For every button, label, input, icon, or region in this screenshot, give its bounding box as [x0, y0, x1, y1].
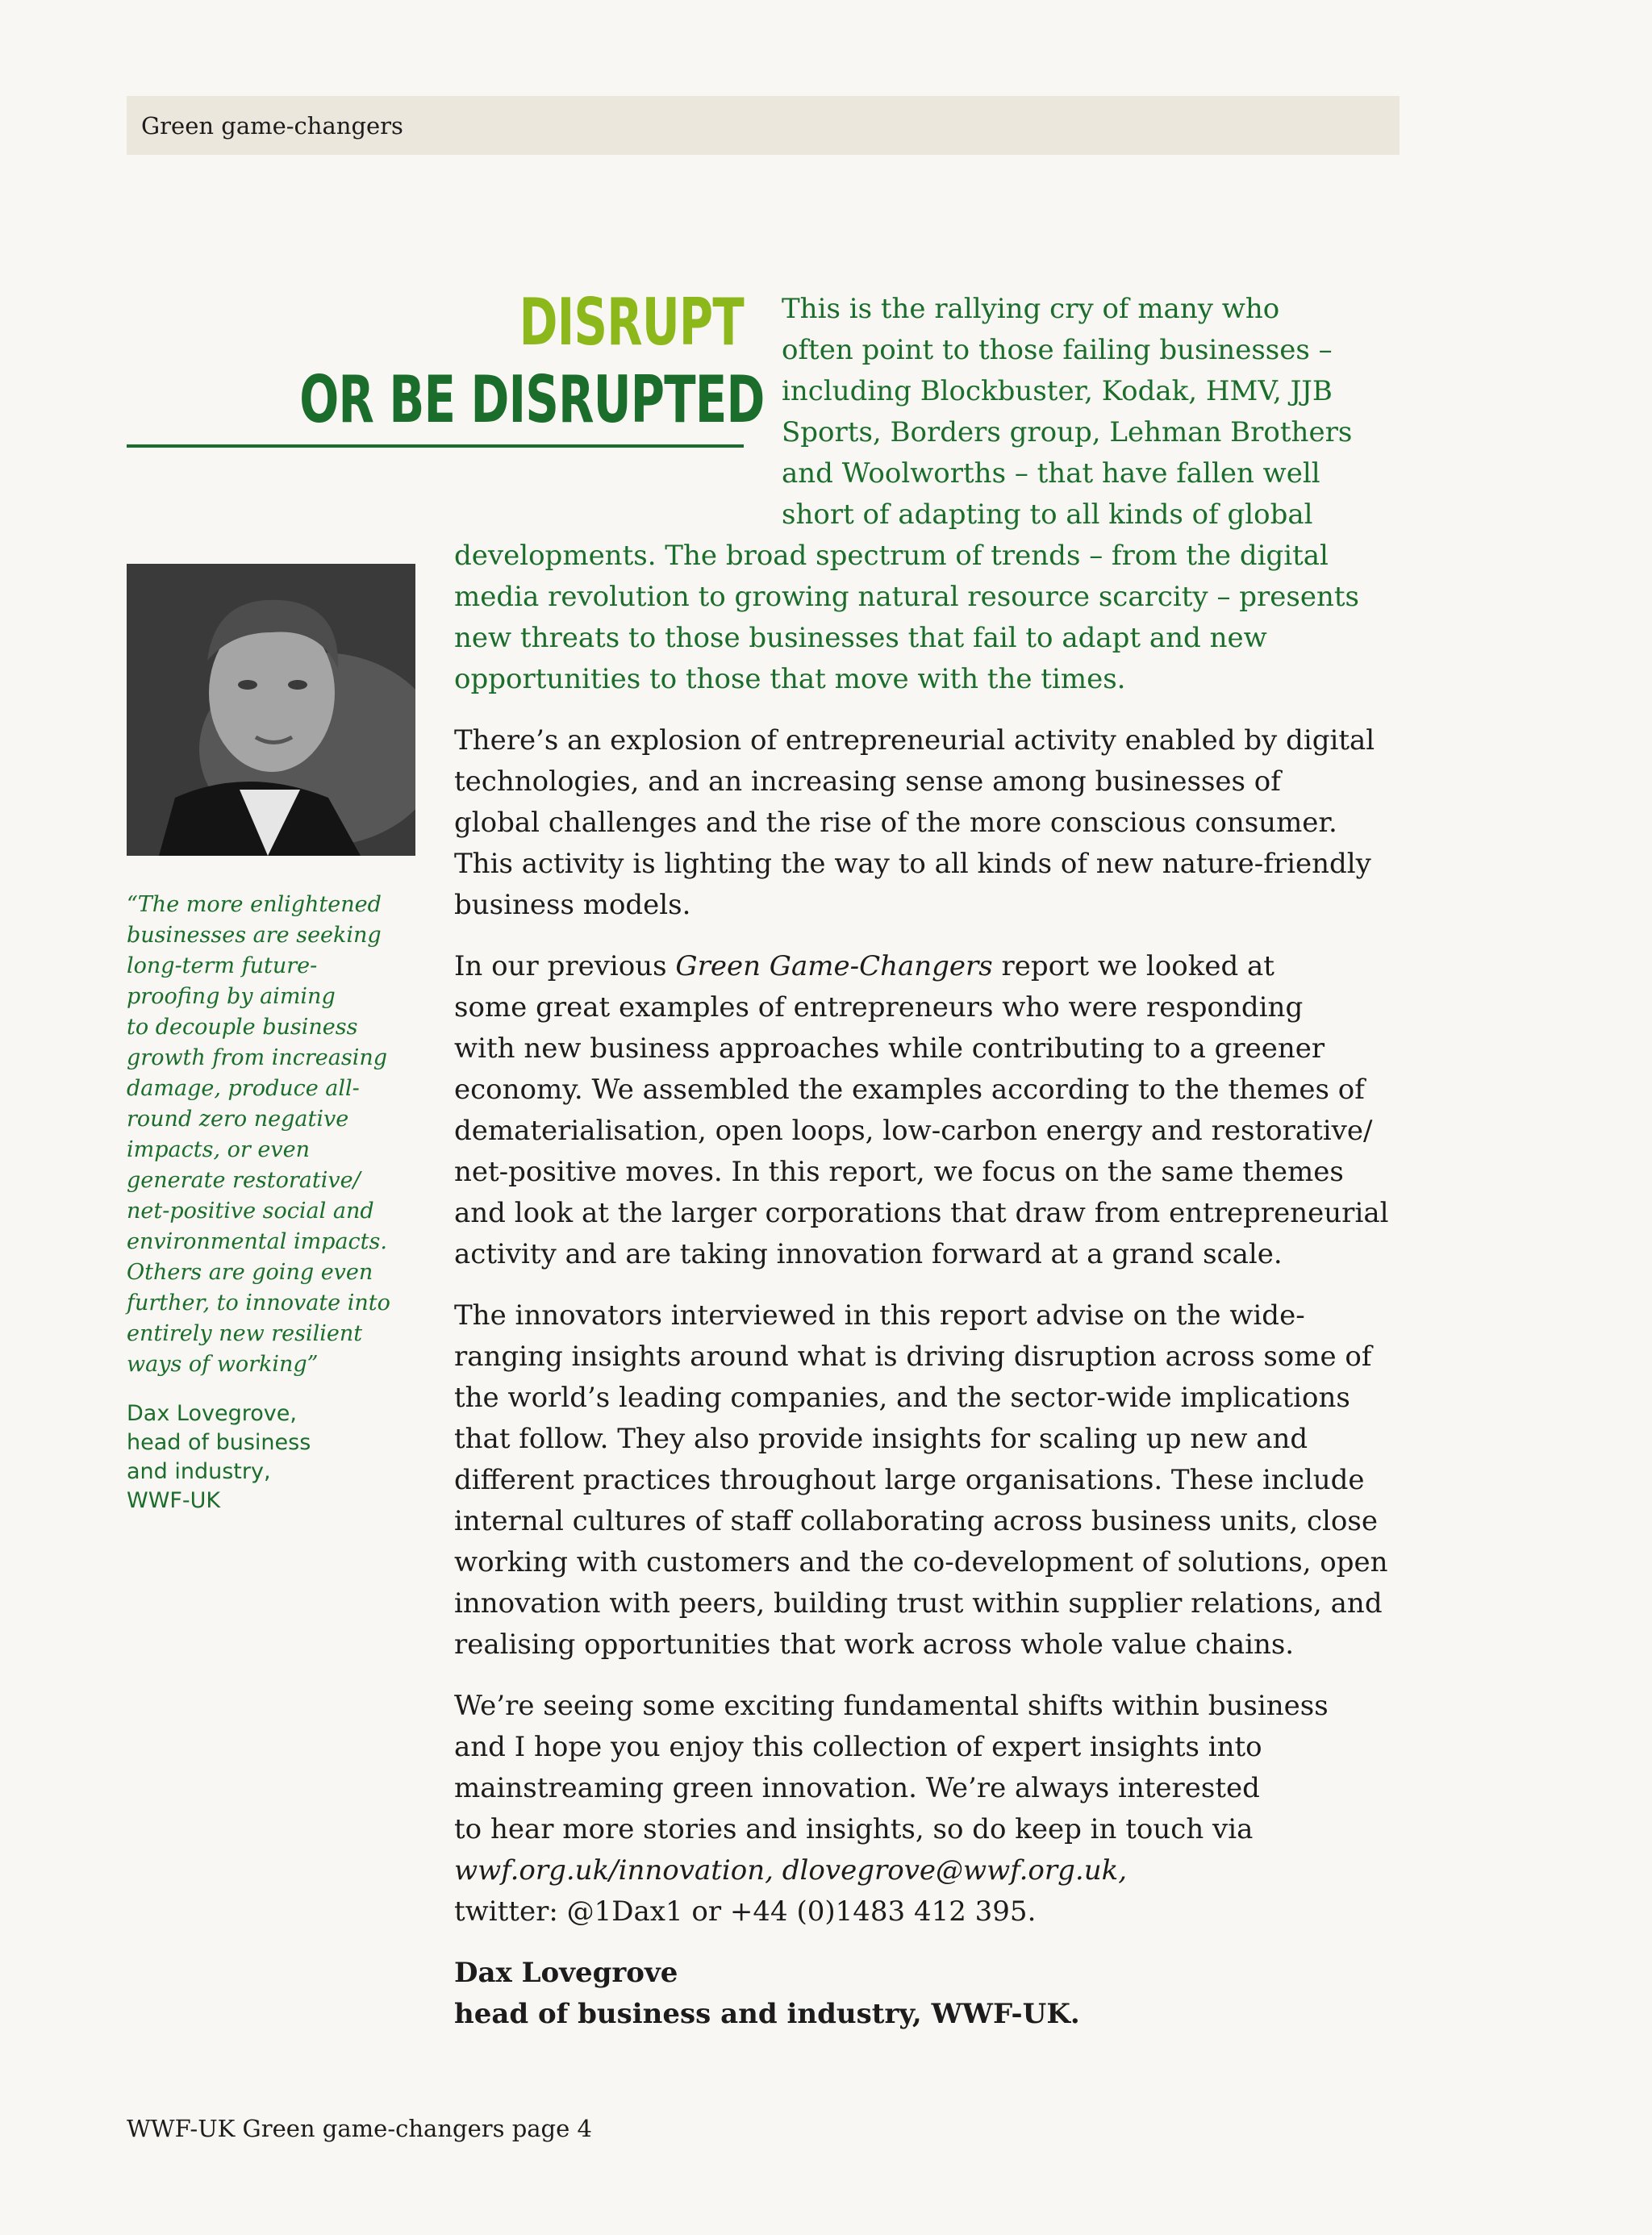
- body-line: ranging insights around what is driving disruption across some of: [454, 1341, 1372, 1373]
- body-line: realising opportunities that work across whole value chains.: [454, 1628, 1295, 1661]
- quote-line: Others are going even: [127, 1260, 373, 1285]
- body-line: innovation with peers, building trust within supplier relations, and: [454, 1587, 1383, 1620]
- portrait-image: [127, 564, 415, 856]
- body-line: global challenges and the rise of the more conscious consumer.: [454, 807, 1337, 839]
- intro-line: often point to those failing businesses –: [782, 334, 1333, 366]
- quote-line: round zero negative: [127, 1107, 349, 1132]
- signature-name: Dax Lovegrove: [454, 1957, 678, 1989]
- body-text: [454, 720, 1406, 2055]
- paragraph-4: [454, 1686, 1406, 1933]
- body-line: business models.: [454, 889, 691, 921]
- signature: [454, 1953, 1406, 2035]
- attribution-line: and industry,: [127, 1459, 271, 1484]
- quote-line: net-positive social and: [127, 1199, 374, 1224]
- body-line: This activity is lighting the way to all kinds of new nature-friendly: [454, 848, 1371, 880]
- report-title: Green Game-Changers: [675, 950, 993, 982]
- contact-line: twitter: @1Dax1 or +44 (0)1483 412 395.: [454, 1895, 1037, 1928]
- quote-line: ways of working”: [127, 1352, 319, 1377]
- title-line-1: DISRUPT: [519, 285, 744, 360]
- quote-line: long-term future-: [127, 953, 318, 978]
- intro-paragraph: [454, 289, 1406, 700]
- text-run: In our previous: [454, 950, 676, 982]
- intro-line: short of adapting to all kinds of global: [782, 498, 1313, 531]
- body-line: activity and are taking innovation forward at a grand scale.: [454, 1238, 1283, 1270]
- attribution-line: head of business: [127, 1430, 311, 1455]
- pull-quote: [127, 890, 425, 1380]
- body-line: mainstreaming green innovation. We’re always interested: [454, 1772, 1260, 1804]
- body-line: and I hope you enjoy this collection of expert insights into: [454, 1731, 1262, 1763]
- body-line: [454, 946, 1406, 987]
- intro-line: media revolution to growing natural resource scarcity – presents: [454, 581, 1359, 613]
- body-line: net-positive moves. In this report, we focus on the same themes: [454, 1156, 1344, 1188]
- signature-role: head of business and industry, WWF-UK.: [454, 1998, 1080, 2030]
- portrait-photo: [127, 564, 415, 856]
- body-line: different practices throughout large organisations. These include: [454, 1464, 1365, 1496]
- attribution-line: Dax Lovegrove,: [127, 1401, 297, 1426]
- body-line: and look at the larger corporations that draw from entrepreneurial: [454, 1197, 1389, 1229]
- body-line: economy. We assembled the examples according to the themes of: [454, 1074, 1365, 1106]
- body-line: There’s an explosion of entrepreneurial activity enabled by digital: [454, 724, 1375, 757]
- title-line-2: OR BE DISRUPTED: [299, 362, 765, 437]
- intro-line: developments. The broad spectrum of trends – from the digital: [454, 540, 1329, 572]
- attribution-line: WWF-UK: [127, 1488, 221, 1513]
- quote-line: to decouple business: [127, 1015, 358, 1040]
- quote-line: growth from increasing: [127, 1045, 388, 1070]
- intro-line: new threats to those businesses that fail to adapt and new: [454, 622, 1267, 654]
- body-line: internal cultures of staff collaborating across business units, close: [454, 1505, 1378, 1537]
- section-header-bar: [127, 96, 1400, 155]
- quote-line: “The more enlightened: [127, 892, 382, 917]
- quote-line: damage, produce all-: [127, 1076, 360, 1101]
- body-line: some great examples of entrepreneurs who were responding: [454, 991, 1304, 1024]
- quote-line: further, to innovate into: [127, 1291, 390, 1316]
- body-line: to hear more stories and insights, so do keep in touch via: [454, 1813, 1254, 1845]
- section-label: Green game-changers: [141, 111, 403, 140]
- quote-line: businesses are seeking: [127, 923, 382, 948]
- quote-line: generate restorative/: [127, 1168, 361, 1193]
- contact-links: wwf.org.uk/innovation, dlovegrove@wwf.org.uk,: [454, 1854, 1128, 1887]
- body-line: The innovators interviewed in this report advise on the wide-: [454, 1299, 1305, 1332]
- intro-line: including Blockbuster, Kodak, HMV, JJB: [782, 375, 1333, 407]
- page-footer: WWF-UK Green game-changers page 4: [127, 2115, 592, 2142]
- paragraph-1: [454, 720, 1406, 926]
- quote-line: proofing by aiming: [127, 984, 336, 1009]
- body-line: technologies, and an increasing sense among businesses of: [454, 765, 1281, 798]
- intro-line: Sports, Borders group, Lehman Brothers: [782, 416, 1353, 448]
- quote-line: entirely new resilient: [127, 1321, 363, 1346]
- body-line: working with customers and the co-development of solutions, open: [454, 1546, 1388, 1578]
- intro-line: and Woolworths – that have fallen well: [782, 457, 1320, 490]
- body-line: that follow. They also provide insights for scaling up new and: [454, 1423, 1308, 1455]
- body-line: dematerialisation, open loops, low-carbon energy and restorative/: [454, 1115, 1373, 1147]
- body-line: We’re seeing some exciting fundamental shifts within business: [454, 1690, 1329, 1722]
- text-run: report we looked at: [992, 950, 1274, 982]
- paragraph-2: [454, 946, 1406, 1275]
- intro-line: opportunities to those that move with the times.: [454, 663, 1126, 695]
- quote-line: environmental impacts.: [127, 1229, 387, 1254]
- quote-line: impacts, or even: [127, 1137, 310, 1162]
- intro-line: This is the rallying cry of many who: [782, 293, 1280, 325]
- quote-attribution: [127, 1399, 417, 1516]
- paragraph-3: [454, 1295, 1406, 1666]
- body-line: with new business approaches while contributing to a greener: [454, 1032, 1325, 1065]
- body-line: the world’s leading companies, and the sector-wide implications: [454, 1382, 1350, 1414]
